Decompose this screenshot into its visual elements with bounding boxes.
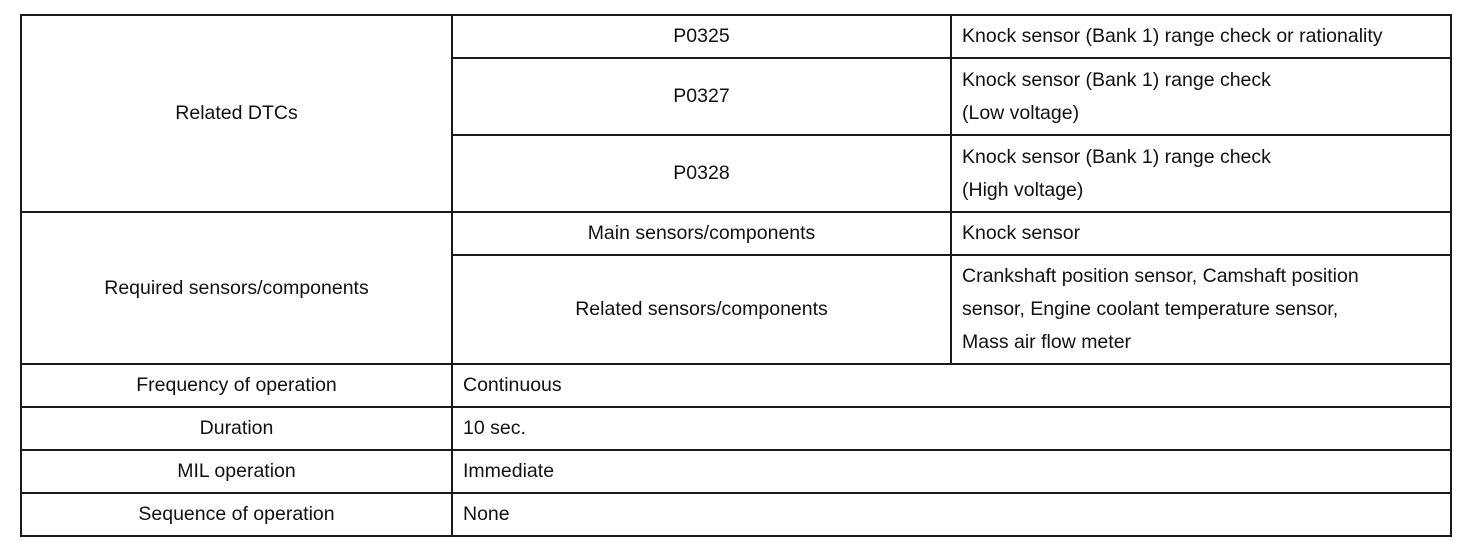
frequency-value: Continuous [452,364,1451,407]
related-sensors-line: sensor, Engine coolant temperature sensor, [962,298,1339,320]
main-sensors-value [951,212,1451,255]
table-row [21,407,1451,450]
dtc-description-line: Knock sensor (Bank 1) range check [962,145,1271,168]
table-row [21,450,1451,493]
duration-label: Duration [21,407,452,450]
mil-operation-value: Immediate [452,450,1451,493]
dtc-description [951,15,1451,58]
mil-operation-label: MIL operation [21,450,452,493]
related-sensors-line: Mass air flow meter [962,331,1132,353]
duration-value: 10 sec. [452,407,1451,450]
dtc-spec-table [20,14,1452,537]
sequence-label: Sequence of operation [21,493,452,536]
required-sensors-label: Required sensors/components [21,212,452,364]
table-row [21,212,1451,255]
dtc-description-line: Knock sensor (Bank 1) range check [962,68,1271,91]
related-sensors-value [951,255,1451,364]
frequency-label: Frequency of operation [21,364,452,407]
table-row [21,493,1451,536]
dtc-description [951,58,1451,135]
dtc-description-line: Knock sensor (Bank 1) range check or rationality [962,25,1383,47]
dtc-description [951,135,1451,212]
table-row [21,364,1451,407]
dtc-description-line: (Low voltage) [962,101,1080,124]
sequence-value: None [452,493,1451,536]
related-dtcs-label: Related DTCs [21,15,452,212]
related-sensors-label: Related sensors/components [452,255,951,364]
main-sensors-label: Main sensors/components [452,212,951,255]
table-row [21,15,1451,58]
main-sensors-line: Knock sensor [962,222,1081,244]
dtc-code: P0325 [452,15,951,58]
related-sensors-line: Crankshaft position sensor, Camshaft position [962,265,1359,287]
dtc-description-line: (High voltage) [962,178,1084,201]
dtc-code: P0327 [452,58,951,135]
dtc-code: P0328 [452,135,951,212]
